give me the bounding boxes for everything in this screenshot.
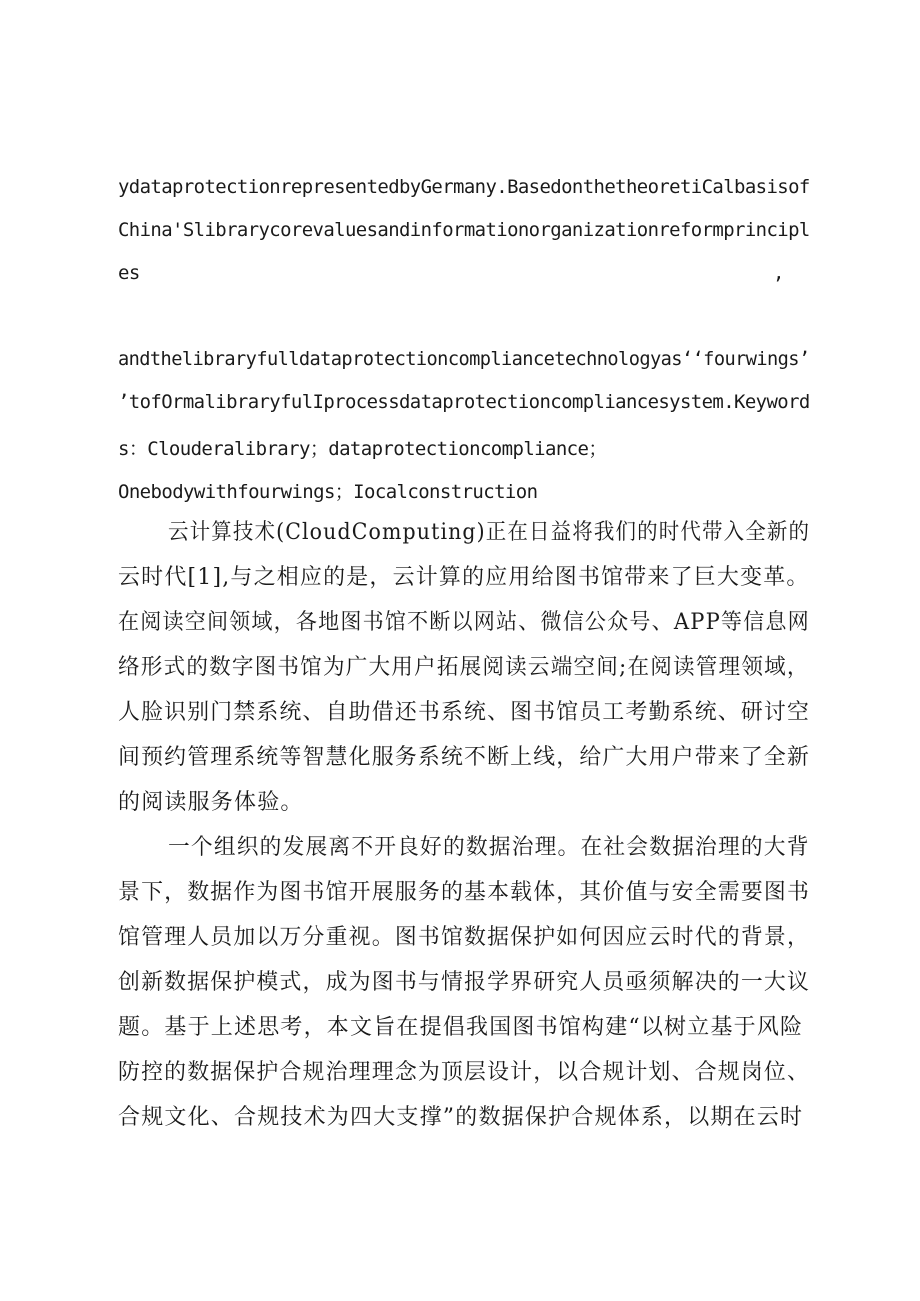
- abstract-line-5: ʼtofOrmalibraryfulIprocessdataprotectioncompliancesystem.Keyword: [118, 391, 810, 413]
- abstract-line-4: andthelibraryfulldataprotectioncompliancetechnologyasʻʻfourwingsʼ: [118, 348, 810, 370]
- paragraph-2-line-6: 防控的数据保护合规治理理念为顶层设计，以合规计划、合规岗位、: [118, 1060, 811, 1085]
- abstract-line-2: China'Slibrarycorevaluesandinformationorganizationreformprincipl: [118, 219, 810, 241]
- paragraph-1-line-3: 在阅读空间领域，各地图书馆不断以网站、微信公众号、APP等信息网: [118, 610, 810, 635]
- paragraph-1-line-1: 云计算技术(CloudComputing)正在日益将我们的时代带入全新的: [168, 520, 811, 545]
- paragraph-1-line-5: 人脸识别门禁系统、自助借还书系统、图书馆员工考勤系统、研讨空: [118, 700, 811, 725]
- paragraph-2-line-5: 题。基于上述思考，本文旨在提倡我国图书馆构建“以树立基于风险: [118, 1015, 804, 1040]
- paragraph-1-line-6: 间预约管理系统等智慧化服务系统不断上线，给广大用户带来了全新: [118, 745, 811, 770]
- keywords-line-2: Onebodywithfourwings；Iocalconstruction: [118, 481, 538, 503]
- abstract-line-3: es: [118, 262, 140, 284]
- paragraph-2-line-7: 合规文化、合规技术为四大支撑”的数据保护合规体系，以期在云时: [118, 1105, 804, 1130]
- paragraph-1-line-7: 的阅读服务体验。: [118, 790, 304, 815]
- paragraph-2-line-3: 馆管理人员加以万分重视。图书馆数据保护如何因应云时代的背景，: [118, 925, 811, 950]
- keywords-line-1: s：Clouderalibrary；dataprotectioncompliance；: [118, 438, 607, 460]
- paragraph-1-line-2: 云时代[1],与之相应的是，云计算的应用给图书馆带来了巨大变革。: [118, 565, 810, 590]
- abstract-trailing-comma: ,: [773, 262, 785, 284]
- paragraph-2-line-4: 创新数据保护模式，成为图书与情报学界研究人员亟须解决的一大议: [118, 970, 811, 995]
- paragraph-1-line-4: 络形式的数字图书馆为广大用户拓展阅读云端空间;在阅读管理领域，: [118, 655, 810, 680]
- paragraph-2-line-2: 景下，数据作为图书馆开展服务的基本载体，其价值与安全需要图书: [118, 880, 811, 905]
- abstract-line-1: ydataprotectionrepresentedbyGermany.BasedonthetheoretiCalbasisof: [118, 176, 810, 198]
- paragraph-2-line-1: 一个组织的发展离不开良好的数据治理。在社会数据治理的大背: [168, 835, 810, 860]
